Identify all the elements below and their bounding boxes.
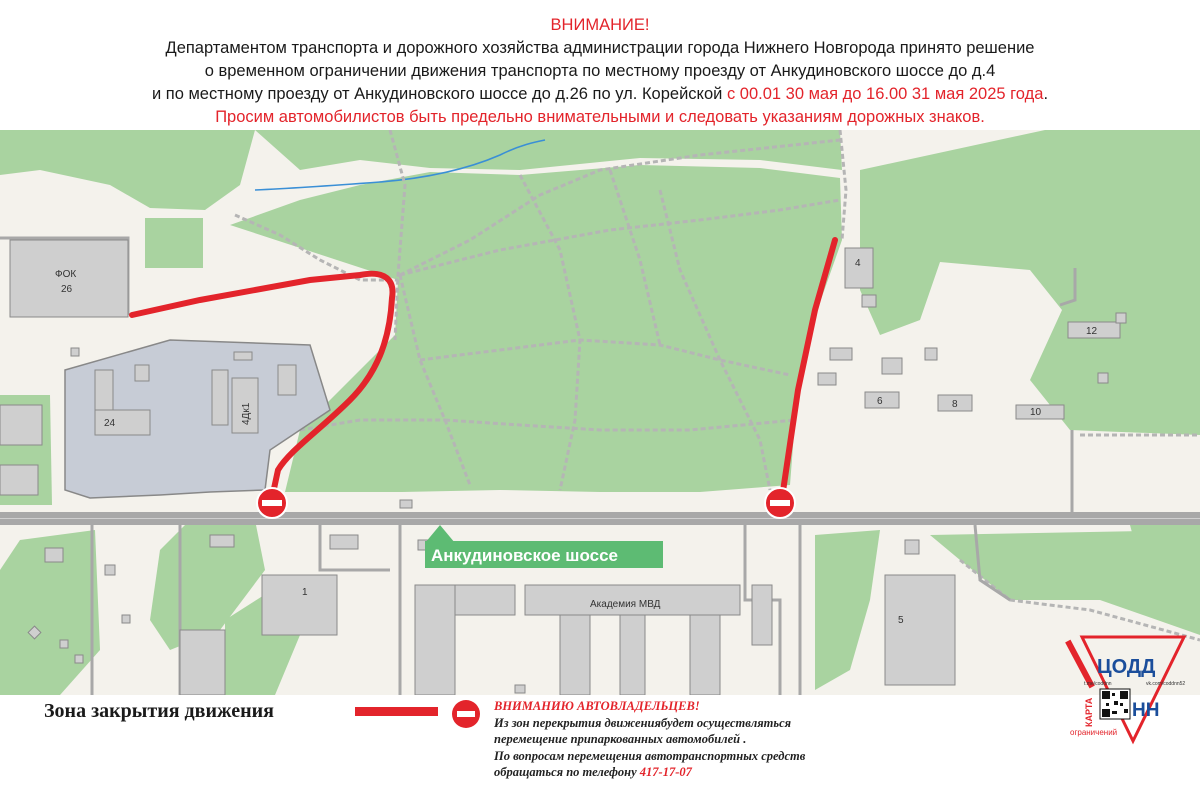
label-1: 1 [302, 587, 308, 598]
logo-nn: НН [1132, 700, 1160, 721]
label-12: 12 [1086, 326, 1098, 337]
label-8: 8 [952, 399, 958, 410]
tow-notice [494, 698, 954, 781]
parking-box-3 [278, 365, 296, 395]
logo-vk: vk.com/coddnn52 [1146, 681, 1186, 687]
building-south-4 [180, 630, 225, 695]
building-south-8 [400, 500, 412, 508]
logo-karta: КАРТА [1084, 697, 1094, 727]
no-entry-icon [451, 699, 481, 729]
legend [0, 695, 1200, 791]
building-academy-wing-1 [560, 615, 590, 695]
codd-logo [1062, 635, 1194, 745]
header-line-3 [0, 83, 1200, 106]
building-small-s7 [330, 535, 358, 549]
building-east-5 [1116, 313, 1126, 323]
legend-closure-line [355, 707, 438, 716]
label-10: 10 [1030, 407, 1042, 418]
building-south-9 [515, 685, 525, 693]
building-4-small [862, 295, 876, 307]
notice-line-1: Из зон перекрытия движениябудет осуществляться [494, 715, 792, 730]
building-east-7 [905, 540, 919, 554]
road-label-text: Анкудиновское шоссе [431, 546, 618, 565]
label-fok-num: 26 [61, 284, 73, 295]
label-24: 24 [104, 418, 116, 429]
building-east-6 [1098, 373, 1108, 383]
building-south-6 [455, 585, 515, 615]
label-academy: Академия МВД [590, 599, 661, 610]
field-square [145, 218, 203, 268]
small-box-1 [0, 405, 42, 445]
notice-line-2: перемещение припаркованных автомобилей . [494, 732, 747, 746]
small-box-2 [0, 465, 38, 495]
qr-code-icon [1100, 689, 1130, 719]
building-east-2 [818, 373, 836, 385]
building-small-s1 [45, 548, 63, 562]
building-small-s4 [60, 640, 68, 648]
building-small-s2 [105, 565, 115, 575]
notice-line-4-text: обращаться по телефону [494, 765, 640, 779]
parking-box-1 [135, 365, 149, 381]
header-line-1: Департаментом транспорта и дорожного хозяйства администрации города Нижнего Новгорода принято решение [165, 39, 1035, 57]
building-1 [262, 575, 337, 635]
notice-line-3: По вопросам перемещения автотранспортных средств [494, 748, 806, 763]
building-small-s3 [122, 615, 130, 623]
no-entry-sign-west [257, 488, 287, 518]
small-box-3 [71, 348, 79, 356]
label-fok: ФОК [55, 269, 77, 280]
logo-tg: t.me/coddnn [1084, 681, 1112, 687]
building-academy-wing-3 [690, 615, 720, 695]
header-line-3-text: и по местному проезду от Анкудиновского шоссе до д.26 по ул. Корейской [151, 85, 727, 103]
header-line-2: о временном ограничении движения транспорта по местному проезду от Анкудиновского шоссе до д.4 [204, 62, 996, 80]
label-5: 5 [898, 615, 904, 626]
header-line-3-end: . [1043, 85, 1049, 103]
notice-title: ВНИМАНИЮ АВТОВЛАДЕЛЬЦЕВ! [494, 699, 700, 713]
building-south-5 [415, 585, 455, 695]
label-6: 6 [877, 396, 883, 407]
notice-header [0, 0, 1200, 130]
header-title: ВНИМАНИЕ! [550, 16, 650, 34]
parking-box-4 [234, 352, 252, 360]
building-academy-wing-2 [620, 615, 645, 695]
header-line-4: Просим автомобилистов быть предельно внимательными и следовать указаниям дорожных знаков. [215, 108, 985, 126]
label-4dk1: 4Дк1 [241, 402, 252, 425]
building-5 [885, 575, 955, 685]
building-south-7 [752, 585, 772, 645]
map[interactable] [0, 130, 1200, 695]
label-4: 4 [855, 258, 861, 269]
notice-line-4 [494, 764, 954, 781]
parking-box-2 [212, 370, 228, 425]
logo-bottom: ограничений [1070, 728, 1118, 737]
building-small-s6 [210, 535, 234, 547]
building-east-3 [882, 358, 902, 374]
logo-triangle [1082, 637, 1184, 741]
logo-title: ЦОДД [1097, 656, 1156, 678]
building-east-1 [830, 348, 852, 360]
header-dates: с 00.01 30 мая до 16.00 31 мая 2025 года [726, 85, 1044, 103]
notice-phone: 417-17-07 [639, 765, 692, 779]
building-east-4 [925, 348, 937, 360]
legend-zone-label: Зона закрытия движения [44, 700, 274, 722]
building-small-s5 [75, 655, 83, 663]
no-entry-sign-east [765, 488, 795, 518]
